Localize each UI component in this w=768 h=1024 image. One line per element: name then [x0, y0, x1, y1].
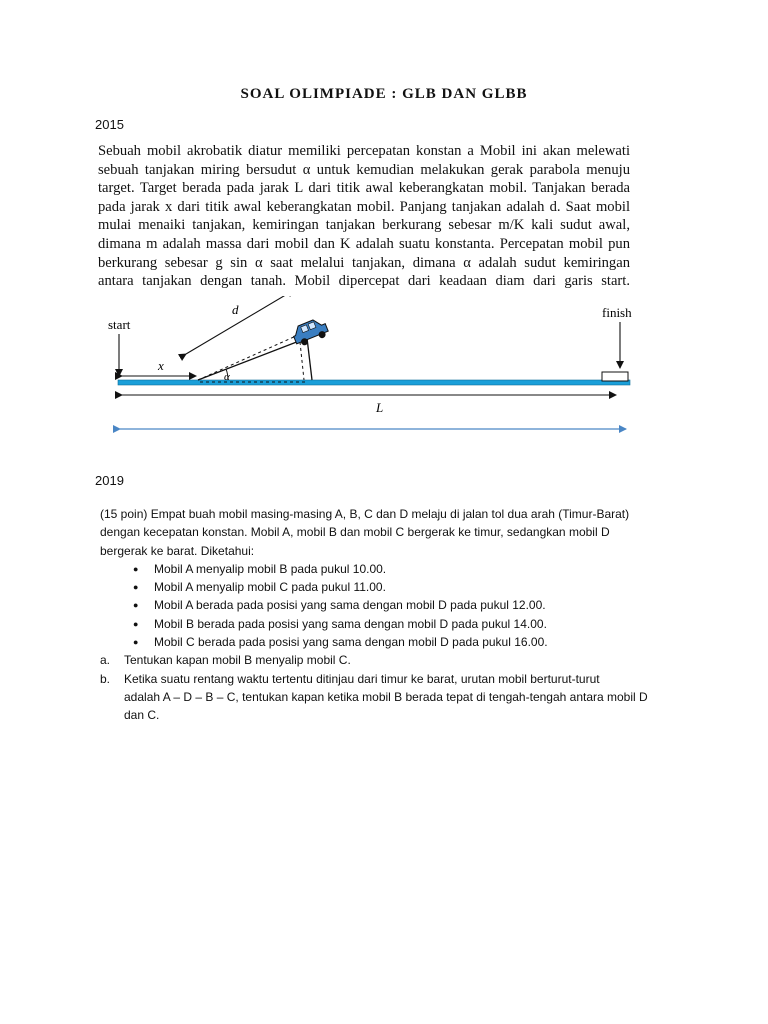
x-label: x	[158, 358, 164, 373]
ramp-dashed-vertical	[300, 342, 304, 380]
text-line: dengan kecepatan konstan. Mobil A, mobil B dan mobil C bergerak ke timur, sedangkan mobil D	[100, 525, 610, 540]
text-line: dimana m adalah massa dari mobil dan K adalah suatu konstanta. Percepatan mobil pun	[98, 235, 630, 252]
year-heading-2015: 2015	[95, 117, 124, 132]
list-item: ● Mobil A menyalip mobil B pada pukul 10.00.	[100, 560, 650, 578]
text-line: adalah A – D – B – C, tentukan kapan ketika mobil B berada tepat di tengah-tengah antara mobil D	[124, 689, 648, 704]
stunt-car-icon	[291, 316, 330, 348]
question-a	[100, 651, 650, 669]
text-line: Ketika suatu rentang waktu tertentu ditinjau dari timur ke barat, urutan mobil berturut-turut	[124, 671, 600, 686]
text-line: sebuah tanjakan miring bersudut α untuk kemudian melakukan gerak parabola menuju	[98, 161, 630, 178]
d-length-arrow	[186, 296, 294, 354]
facts-list	[100, 560, 650, 651]
text-line: berkurang sebesar g sin α saat melalui tanjakan, dimana α adalah sudut kemiringan	[98, 254, 630, 271]
page-title: SOAL OLIMPIADE : GLB DAN GLBB	[240, 86, 528, 102]
text-line: dan C.	[124, 708, 160, 723]
list-item: ● Mobil A berada pada posisi yang sama dengan mobil D pada pukul 12.00.	[100, 596, 650, 614]
question-label: b.	[100, 671, 111, 686]
year-heading-2019: 2019	[95, 473, 124, 488]
questions-list	[100, 651, 650, 724]
text-line: pada jarak x dari titik awal keberangkatan mobil. Panjang tanjakan adalah d. Saat mobil	[98, 198, 630, 215]
start-label: start	[108, 317, 131, 332]
road-surface	[118, 380, 630, 385]
ramp-support	[307, 338, 312, 380]
ramp-incline	[198, 338, 307, 380]
text-line: target. Target berada pada jarak L dari titik awal keberangkatan mobil. Tanjakan berada	[98, 180, 630, 197]
text-line: (15 poin) Empat buah mobil masing-masing A, B, C dan D melaju di jalan tol dua arah (Timur-Barat)	[100, 507, 630, 521]
text-line: antara tanjakan dengan tanah. Mobil dipercepat dari keadaan diam dari garis start.	[98, 273, 630, 290]
text-line: mulai menaiki tanjakan, kemiringan tanjakan berkurang sebesar m/K kali sudut awal,	[98, 217, 630, 234]
finish-target-block	[602, 372, 628, 381]
list-item: ● Mobil A menyalip mobil C pada pukul 11.00.	[100, 578, 650, 596]
text-line: Tentukan kapan mobil B menyalip mobil C.	[124, 653, 351, 668]
alpha-label: α	[224, 371, 230, 383]
list-item: ● Mobil B berada pada posisi yang sama dengan mobil D pada pukul 14.00.	[100, 615, 650, 633]
problem-2019-text	[100, 505, 650, 725]
list-item: ● Mobil C berada pada posisi yang sama dengan mobil D pada pukul 16.00.	[100, 633, 650, 651]
text-line: bergerak ke barat. Diketahui:	[100, 543, 255, 558]
problem-intro	[100, 505, 650, 560]
L-label: L	[376, 400, 384, 415]
ramp-dashed-guide	[198, 336, 296, 380]
question-b	[100, 670, 650, 725]
text-line: Sebuah mobil akrobatik diatur memiliki percepatan konstan a Mobil ini akan melewati	[98, 143, 630, 159]
ramp-diagram	[100, 296, 640, 436]
d-label: d	[232, 302, 239, 317]
finish-label: finish	[602, 305, 632, 320]
question-label: a.	[100, 653, 111, 668]
problem-2015-text	[98, 142, 630, 291]
